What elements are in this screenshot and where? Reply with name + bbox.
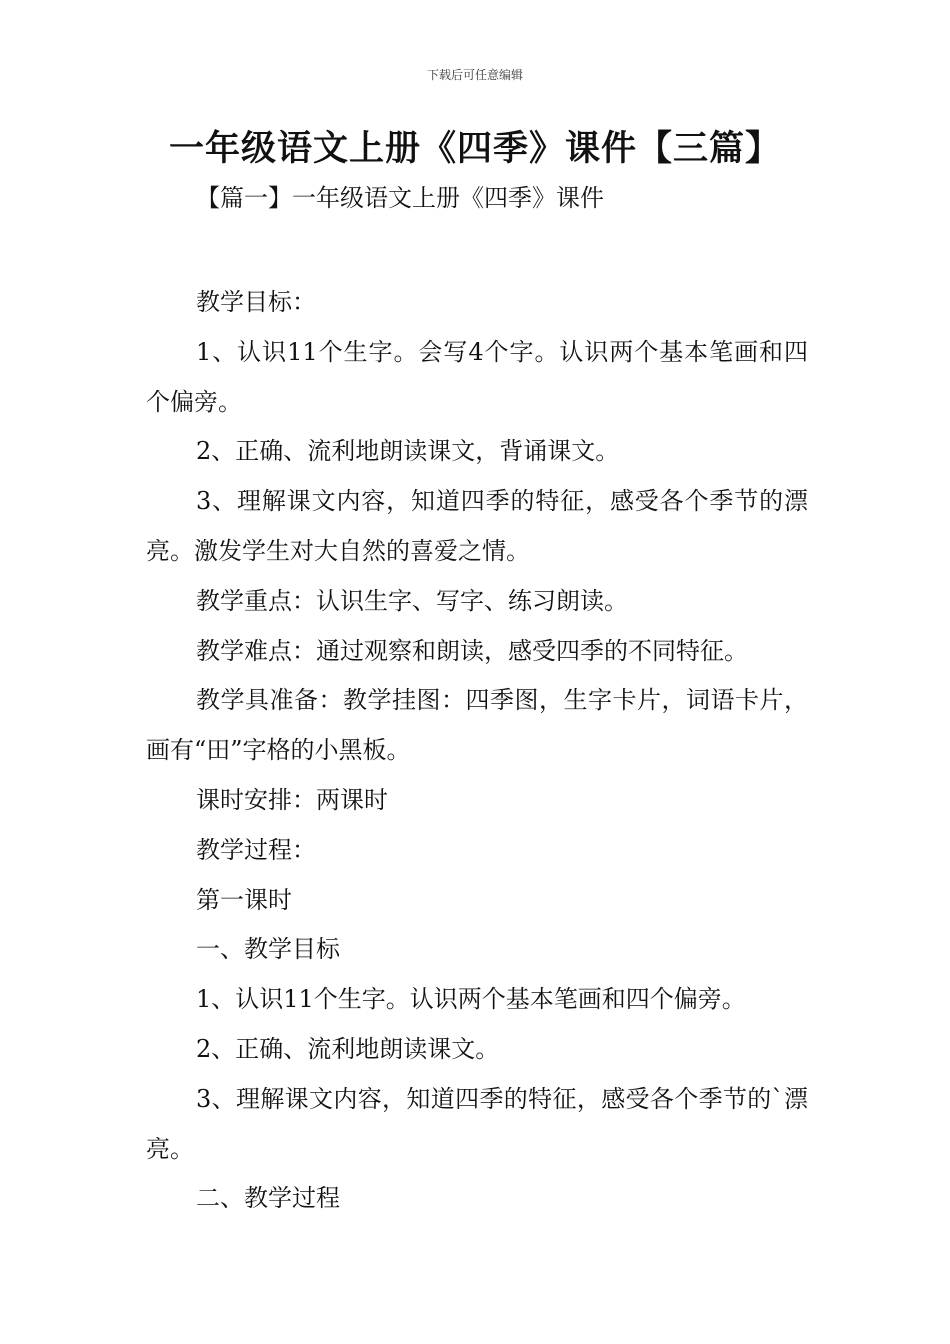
document-title: 一年级语文上册《四季》课件【三篇】 xyxy=(168,129,781,169)
paragraph: 教学难点：通过观察和朗读，感受四季的不同特征。 xyxy=(196,636,748,665)
paragraph: 3、理解课文内容，知道四季的特征，感受各个季节的漂亮。激发学生对大自然的喜爱之情。 xyxy=(146,487,808,565)
paragraph: 教学具准备：教学挂图：四季图，生字卡片，词语卡片，画有“田”字格的小黑板。 xyxy=(146,686,808,765)
paragraph: 1、认识11个生字。认识两个基本笔画和四个偏旁。 xyxy=(196,985,746,1014)
paragraph: 第一课时 xyxy=(196,885,292,914)
paragraph: 课时安排：两课时 xyxy=(196,785,388,814)
paragraph: 2、正确、流利地朗读课文，背诵课文。 xyxy=(196,437,620,466)
section-title: 【篇一】一年级语文上册《四季》课件 xyxy=(196,184,604,212)
paragraph: 教学目标： xyxy=(196,288,316,316)
paragraph: 教学重点：认识生字、写字、练习朗读。 xyxy=(196,586,628,615)
paragraph: 2、正确、流利地朗读课文。 xyxy=(196,1034,500,1063)
paragraph: 3、理解课文内容，知道四季的特征，感受各个季节的`漂亮。 xyxy=(146,1084,808,1163)
document-body xyxy=(146,278,808,1224)
paragraph: 一、教学目标 xyxy=(196,935,340,964)
paragraph: 1、认识11个生字。会写4个字。认识两个基本笔画和四个偏旁。 xyxy=(146,337,808,416)
paragraph: 二、教学过程 xyxy=(196,1184,340,1213)
header-note: 下载后可任意编辑 xyxy=(426,68,523,82)
paragraph: 教学过程： xyxy=(196,835,316,864)
